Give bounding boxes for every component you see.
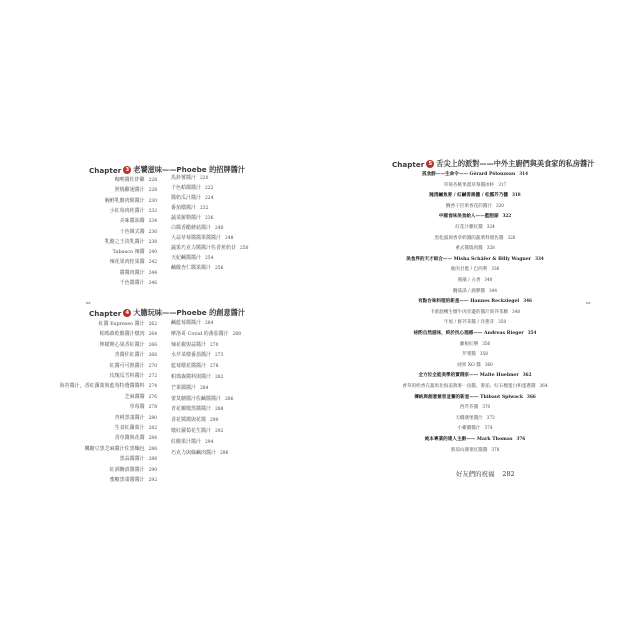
chapter-number-badge: 4 [123,309,131,317]
toc-entry-title: 醃香干臣果香花的醬汁 [446,203,492,209]
chapter-title-a: 老饕滋味—— [133,165,177,174]
toc-entry-page: 328 [486,245,495,251]
toc-entry-title: 千色蛤醬醬汁 [171,185,202,191]
toc-entry-page: 294 [205,439,214,445]
chapter-label: Chapter [89,165,122,175]
toc-entry-title: 藤根紅樂 [459,341,479,347]
toc-entry-page: 280 [148,415,157,421]
toc-entry-page: 334 [535,255,544,261]
toc-entry-page: 224 [205,196,214,201]
toc-entry-page: 230 [148,198,157,204]
chapter-title-b: Phoebe 的招牌醬汁 [176,165,246,174]
toc-entry-page: 228 [148,188,157,194]
toc-entry-page: 270 [210,342,219,348]
toc-entry-title: 紅醬可可熱醬汁 [109,362,145,369]
toc-entry-title: 千色醬醬汁 [119,280,145,286]
toc-entry-page: 246 [148,281,157,286]
toc-entry-title: 天紀鹹醬醬汁 [171,255,202,261]
toc-entry-title: 醬奶瓜汁醬汁 [171,195,202,201]
toc-entry-title: 中國食味美食給人——藍胞湖 [438,214,499,220]
toc-entry-page: 322 [502,213,512,219]
toc-entry-title: 十色韓式醬 [119,228,145,235]
toc-entry-page: 240 [215,226,224,231]
toc-entry-title: 天橋漢堡醬汁 [455,415,483,421]
toc-entry-page: 232 [200,206,209,211]
toc-entry-page: 296 [220,450,229,456]
toc-entry [0,348,640,359]
closing-title: 好友們的祝福 [456,470,495,478]
chapter-title-a: 大膽玩味—— [133,308,177,317]
toc-entry-title: 番茄燉醬汁 [171,205,197,211]
toc-entry [0,359,640,370]
toc-entry-title: 美食界的天才組合—— Misha Schäfer & Billy Wagner [406,256,532,262]
toc-entry-title: 美味醬油醬 [119,218,145,225]
toc-entry-page: 366 [527,393,536,399]
toc-entry-page: 360 [484,361,493,367]
toc-entry-title: 胸鮮乳酪肉類醬汁 [104,197,145,204]
toc-entry [0,412,640,423]
toc-entry-title: 藍莓燉花醬醬汁 [171,363,207,370]
toc-entry-page: 320 [495,202,504,208]
toc-entry-title: 玫瑰瓜雪料醬汁 [109,373,145,379]
toc-entry-title: 鹹酸杏仁醬果醬汁 [171,265,212,271]
toc-entry-page: 374 [484,425,493,431]
toc-entry-page: 248 [225,236,234,241]
toc-section-entry [0,327,640,338]
toc-entry-title: 燉紅蘿蔔花生醬汁 [171,428,212,434]
toc-entry-page: 278 [148,405,157,411]
toc-entry-title: 芝麻醬醬 [124,393,145,400]
toc-entry [0,380,640,391]
toc-entry-title: 黑松露與香草奶醬的蔬菜料理佐醬 [434,235,504,241]
toc-entry-title: Tabasco 辣醬 [112,249,145,256]
toc-entry-title: 腌清鹹魚麥 / 紅鹹香黑醬 / 松露芥乃醬 [429,193,508,199]
toc-entry-title: 青花椰燉黑醬醬汁 [171,406,212,413]
toc-section-entry [0,391,640,402]
toc-section-entry [0,165,640,179]
toc-entry-title: 芹菜醬 [462,352,476,358]
toc-entry-page: 288 [215,407,224,413]
toc-entry-title: 鹹藍莓醬醬汁 [171,320,202,326]
toc-entry-title: 鹿肉甘藍 / 巴西利 [450,267,488,273]
toc-entry-title: 純果 XO 醬 [457,362,481,368]
toc-entry-title: 海苔醬汁，香紅蘿蔔與藍莓特選醬醬料 [59,383,145,390]
toc-section-entry [0,189,640,200]
toc-entry-title: 醬醬肉醬汁 [119,269,145,276]
toc-entry [0,263,640,274]
toc-entry-page: 282 [215,375,224,380]
toc-entry-page: 290 [210,418,219,424]
toc-entry-page: 364 [539,383,548,388]
toc-entry-page: 270 [148,363,157,369]
toc-entry-page: 273 [215,353,224,359]
toc-entry-title: 乳酪之王淡乳醬汁 [104,238,145,245]
toc-entry-title: 楓糖豆黑芝麻醬汁佐黑麵包 [84,445,145,452]
toc-entry [110,476,157,485]
toc-entry-page: 326 [507,234,516,240]
toc-entry-page: 278 [210,364,219,370]
toc-entry-page: 378 [491,446,500,452]
chapter-title-b: Phoebe 的創意醬汁 [176,308,246,317]
toc-entry-title: 帕瑪森乾酪醬汁燉肉 [99,331,145,338]
toc-entry-page: 276 [148,394,157,400]
toc-entry-page: 284 [148,436,157,442]
toc-entry-title: 祕酌自然滋味，終於找心理感—— Andreas Rieger [413,331,524,336]
toc-entry-page: 290 [148,467,157,473]
toc-entry-title: 檸檬開心果香紅醬汁 [99,341,145,348]
toc-entry-page: 340 [484,277,493,282]
toc-entry-page: 240 [148,250,157,256]
chapter-title-b: 中外主廚們與美食家的私房醬汁 [493,159,595,168]
toc-entry [0,221,640,232]
toc-entry-page: 348 [512,308,521,314]
toc-entry-title: 小雞雞醬汁 [457,426,481,432]
toc-section-entry [0,433,640,444]
toc-entry-page: 262 [148,322,157,327]
toc-entry-title: 帕瑪森醬料與醬汁 [171,374,212,380]
toc-entry-page: 288 [148,457,157,463]
toc-entry-page: 286 [148,446,157,452]
toc-entry-page: 336 [491,266,500,272]
toc-entry-page: 288 [232,331,242,337]
toc-entry-title: 孤食鮮——生命令—— Gérard Pélouzeau [421,172,516,177]
toc-entry-page: 250 [240,246,249,251]
chapter-title-a: 舌尖上的派對—— [436,159,494,168]
toc-entry-page: 236 [205,216,214,221]
toc-entry-page: 264 [148,332,157,338]
toc-entry-page: 354 [527,330,537,335]
toc-entry-page: 376 [516,436,526,441]
toc-entry-title: 紅酒醃漬醬醬汁 [109,466,145,473]
toc-entry-title: 青醬佐紅醬汁 [114,352,145,359]
toc-entry-page: 220 [200,176,209,181]
toc-entry-title: 蔬果巧克力醬醬汁佐香蕉奶昔 [171,245,237,251]
toc-entry-title: 咖哩醬佐炸雞 [114,177,145,183]
toc-entry-page: 286 [225,396,234,402]
toc-section-entry [0,295,640,306]
toc-entry-title: 照燒雞翅醬汁 [114,187,145,194]
toc-entry [0,401,640,412]
toc-entry-page: 234 [148,219,157,225]
toc-entry-title: 卡蕾旋轉生燉牛肉旁邊的醬汁與芥茉糖 [429,309,509,315]
toc-entry-title: 馬鈴薯醬汁 [171,175,197,181]
toc-entry-title: 紅花汁雞紅醬 [455,225,483,230]
toc-entry-page: 242 [148,260,157,266]
toc-entry-title: 紅醬 Espresso 醬汁 [98,321,145,327]
toc-entry-page: 324 [486,224,495,229]
toc-entry-title: 蕾莫糖醬汁佐鹹醬醬汁 [171,395,222,402]
toc-entry-page: 222 [205,186,214,191]
closing-page: 282 [502,470,515,478]
toc-entry [0,444,640,455]
toc-entry-page: 244 [148,270,157,276]
toc-entry-page: 344 [489,287,498,293]
toc-entry-title: 香花醬醬與花醬 [171,417,207,424]
toc-entry-title: 牛尾 / 鮮芥茉醬 / 洋蔥芽 [443,320,495,326]
toc-entry-title: 辣花果肉桂果醬 [109,259,145,266]
toc-entry [120,455,157,464]
toc-entry-title: 巧克力與綠鹹肉醬汁 [171,449,217,456]
toc-entry-title: 香草醬與花醬 [114,435,145,442]
toc-entry-page: 238 [148,239,157,245]
toc-entry-title: 香草的奶香在蔬果北海道燕麥一魚醬、番茄、紅石榴蛋白和蛋蔥醬 [402,384,536,389]
toc-entry-page: 284 [205,321,214,326]
toc-entry-page: 317 [498,181,507,187]
toc-entry-title: 摩洛哥 Covid 的番茄醬汁 [171,330,229,337]
chapter-number-badge: 5 [426,160,434,168]
toc-entry-title: 全方位全能美學的實踐家—— Malte Huebner [418,373,519,379]
closing-entry [456,469,515,478]
toc-entry-title: 小紅莓肉桂醬汁 [109,207,145,214]
toc-entry-title: 重式醬燒肉醬 [455,246,483,252]
toc-entry-title: 紅酸果汁醬汁 [171,438,202,445]
toc-entry-page: 346 [523,298,532,304]
toc-entry-page: 356 [482,340,491,346]
toc-entry-page: 370 [482,404,491,410]
toc-entry-page: 236 [148,229,157,235]
toc-entry-title: 大蒜草莓醬醬果醬醬汁 [171,235,222,241]
toc-entry-title: 黑蒜醬醬汁 [119,456,145,463]
toc-entry-page: 372 [486,414,495,420]
toc-entry-title: 草莓醬 [129,404,145,411]
toc-entry [0,179,640,190]
toc-entry-title: 蔬菜羅勒醬汁 [171,215,202,221]
toc-entry [0,306,640,317]
toc-entry-page: 358 [479,351,488,357]
toc-entry-title: 白醬香醋蘑菇醬汁 [171,225,212,231]
page-number-left: xx [86,300,91,305]
toc-entry-page: 362 [522,372,532,378]
toc-entry-title: 蜜糖黑棗醬醬汁 [109,477,145,483]
chapter-label: Chapter [89,308,122,318]
toc-entry-page: 256 [215,266,224,271]
toc-entry-page: 292 [215,429,224,434]
toc-entry [0,422,640,433]
toc-entry-page: 284 [200,385,209,391]
toc-entry-page: 266 [148,342,157,348]
toc-entry [0,285,640,296]
toc-entry-title: 西芹芥醬 [459,405,479,411]
toc-entry-title: 番茄山漢菜紅醬醬 [450,447,488,453]
toc-entry-page: 268 [148,353,157,359]
toc-entry-page: 314 [519,171,528,176]
toc-entry-title: 有點台味料理的新星—— Hannes Reckziegel [418,299,520,305]
toc-entry-page: 228 [148,178,157,183]
toc-entry-title: 生食紅蘿蔔汁 [114,425,145,431]
toc-entry-title: 醃菇湯 / 鹿膠醬 [452,288,486,294]
toc-entry-page: 350 [498,319,507,325]
toc-entry-title: 杏桃黑棗醬汁 [114,414,145,421]
toc-entry-title: 傳統與創意兼容並蓄的新星—— Thibaut Spiwack [414,394,524,400]
toc-entry-title: 芒果醬醬汁 [171,384,197,391]
page-number-right: xx [586,300,591,305]
toc-entry-page: 292 [148,478,157,483]
toc-entry-page: 254 [205,256,214,261]
toc-entry-title: 水芹菜燉番茄醬汁 [171,352,212,359]
toc-entry-title: 純本專業的達人主廚—— Mark Thomas [424,437,513,442]
toc-entry [0,274,640,285]
toc-entry [0,316,640,327]
chapter-number-badge: 3 [123,166,131,174]
toc-entry [0,338,640,349]
toc-entry [110,466,157,475]
toc-entry-page: 272 [148,374,157,379]
toc-entry-page: 274 [148,384,157,390]
toc-section-entry [0,369,640,380]
toc-entry-page: 232 [148,208,157,214]
chapter-label: Chapter [392,159,425,169]
toc-entry-title: 蜜藻 / 五香 [457,278,481,283]
toc-entry-title: 草莓杏桃果農草莓醬冰杯 [443,182,495,188]
toc-section-entry [0,253,640,264]
toc-entry-title: 辣花椒與蒜醬汁 [171,341,207,348]
toc-entry-page: 318 [511,192,521,198]
toc-entry-page: 282 [148,426,157,431]
